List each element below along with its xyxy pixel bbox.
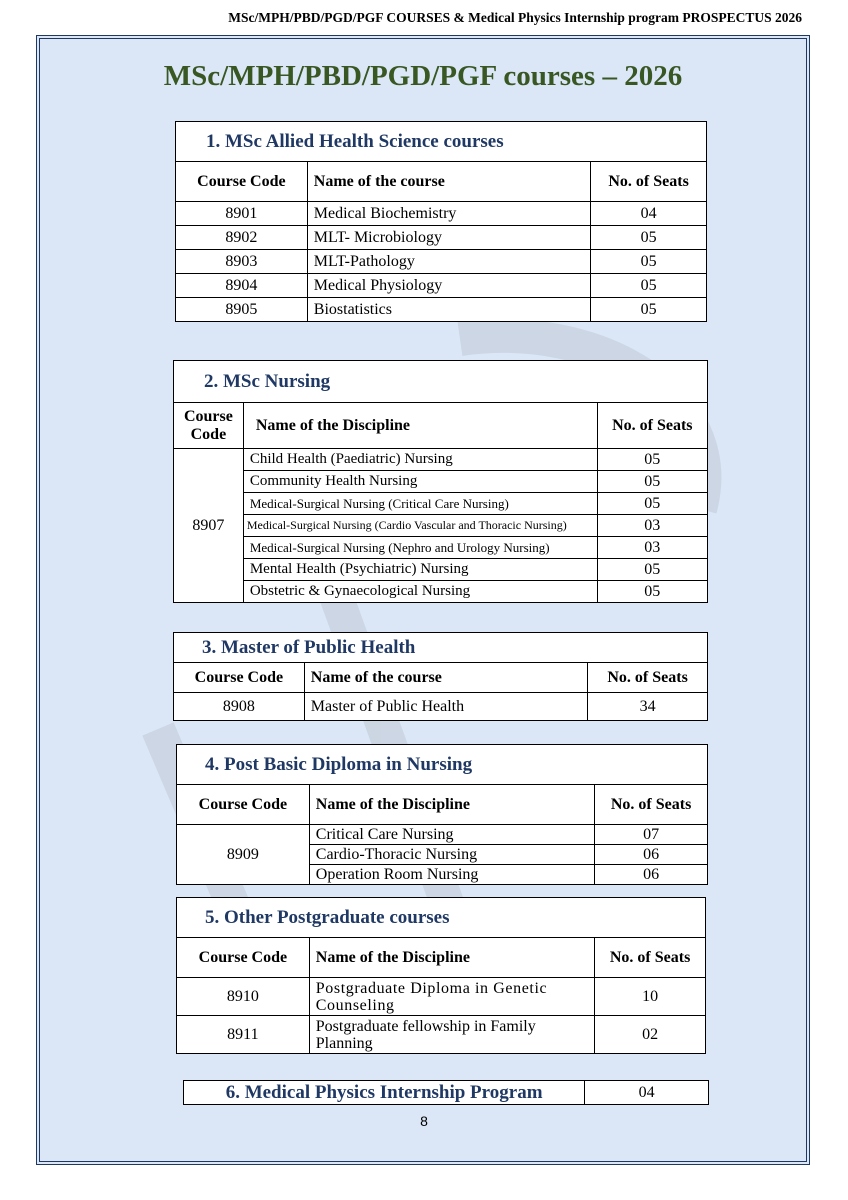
course-name: Medical Physiology bbox=[307, 274, 590, 298]
column-header: Course Code bbox=[177, 938, 310, 978]
section-5-table bbox=[176, 897, 706, 1054]
seat-count: 05 bbox=[591, 250, 707, 274]
discipline-name: Community Health Nursing bbox=[243, 471, 597, 493]
section-1-table bbox=[175, 121, 707, 322]
column-header: Name of the Discipline bbox=[309, 785, 594, 825]
seat-count: 05 bbox=[597, 471, 707, 493]
seat-count: 04 bbox=[585, 1081, 709, 1105]
table-row bbox=[177, 1016, 706, 1054]
section-4-table bbox=[176, 744, 708, 885]
discipline-name: Postgraduate Diploma in Genetic Counseling bbox=[309, 978, 594, 1016]
course-code: 8905 bbox=[176, 298, 308, 322]
table-row bbox=[174, 581, 708, 603]
section-title: 3. Master of Public Health bbox=[174, 633, 708, 663]
seat-count: 05 bbox=[591, 298, 707, 322]
column-header: No. of Seats bbox=[591, 162, 707, 202]
seat-count: 07 bbox=[595, 825, 708, 845]
section-2-table bbox=[173, 360, 708, 603]
column-header: No. of Seats bbox=[597, 403, 707, 449]
table-row bbox=[177, 825, 708, 845]
course-code: 8904 bbox=[176, 274, 308, 298]
section-title: 6. Medical Physics Internship Program bbox=[184, 1081, 585, 1105]
seat-count: 05 bbox=[597, 493, 707, 515]
section-3-table bbox=[173, 632, 708, 721]
discipline-name: Cardio-Thoracic Nursing bbox=[309, 845, 594, 865]
table-row bbox=[176, 202, 707, 226]
page-number: 8 bbox=[420, 1113, 428, 1129]
course-code: 8908 bbox=[174, 693, 305, 721]
column-header: No. of Seats bbox=[595, 785, 708, 825]
seat-count: 10 bbox=[595, 978, 706, 1016]
column-header: No. of Seats bbox=[595, 938, 706, 978]
discipline-name: Operation Room Nursing bbox=[309, 865, 594, 885]
column-header: Course Code bbox=[177, 785, 310, 825]
seat-count: 03 bbox=[597, 515, 707, 537]
course-name: Medical Biochemistry bbox=[307, 202, 590, 226]
seat-count: 05 bbox=[591, 274, 707, 298]
course-code: 8902 bbox=[176, 226, 308, 250]
seat-count: 05 bbox=[597, 581, 707, 603]
discipline-name: Postgraduate fellowship in Family Planning bbox=[309, 1016, 594, 1054]
seat-count: 05 bbox=[597, 449, 707, 471]
seat-count: 05 bbox=[597, 559, 707, 581]
course-code: 8901 bbox=[176, 202, 308, 226]
section-title: 4. Post Basic Diploma in Nursing bbox=[177, 745, 708, 785]
course-name: MLT-Pathology bbox=[307, 250, 590, 274]
page-title: MSc/MPH/PBD/PGD/PGF courses – 2026 bbox=[163, 60, 683, 92]
discipline-name: Medical-Surgical Nursing (Cardio Vascular and Thoracic Nursing) bbox=[243, 515, 597, 537]
seat-count: 04 bbox=[591, 202, 707, 226]
course-code: 8911 bbox=[177, 1016, 310, 1054]
column-header: Name of the course bbox=[307, 162, 590, 202]
section-title: 2. MSc Nursing bbox=[174, 361, 708, 403]
discipline-name: Mental Health (Psychiatric) Nursing bbox=[243, 559, 597, 581]
table-row bbox=[174, 471, 708, 493]
table-row bbox=[174, 449, 708, 471]
seat-count: 06 bbox=[595, 845, 708, 865]
discipline-name: Child Health (Paediatric) Nursing bbox=[243, 449, 597, 471]
column-header: Name of the Discipline bbox=[309, 938, 594, 978]
seat-count: 03 bbox=[597, 537, 707, 559]
table-row bbox=[174, 515, 708, 537]
discipline-name: Medical-Surgical Nursing (Critical Care Nursing) bbox=[243, 493, 597, 515]
column-header: Name of the Discipline bbox=[243, 403, 597, 449]
table-row bbox=[176, 298, 707, 322]
table-row bbox=[174, 493, 708, 515]
course-name: Master of Public Health bbox=[304, 693, 587, 721]
discipline-name: Obstetric & Gynaecological Nursing bbox=[243, 581, 597, 603]
section-title: 1. MSc Allied Health Science courses bbox=[176, 122, 707, 162]
table-row bbox=[177, 978, 706, 1016]
course-code: 8909 bbox=[177, 825, 310, 885]
course-name: Biostatistics bbox=[307, 298, 590, 322]
section-6-table bbox=[183, 1080, 709, 1105]
column-header: Course Code bbox=[176, 162, 308, 202]
column-header: Course Code bbox=[174, 663, 305, 693]
table-row bbox=[174, 693, 708, 721]
seat-count: 06 bbox=[595, 865, 708, 885]
column-header: No. of Seats bbox=[588, 663, 708, 693]
course-code: 8903 bbox=[176, 250, 308, 274]
section-title: 5. Other Postgraduate courses bbox=[177, 898, 706, 938]
course-code: 8910 bbox=[177, 978, 310, 1016]
table-row bbox=[176, 250, 707, 274]
running-head: MSc/MPH/PBD/PGD/PGF COURSES & Medical Physics Internship program PROSPECTUS 2026 bbox=[228, 10, 802, 25]
table-row bbox=[176, 226, 707, 250]
column-header: Name of the course bbox=[304, 663, 587, 693]
table-row bbox=[174, 559, 708, 581]
seat-count: 05 bbox=[591, 226, 707, 250]
seat-count: 34 bbox=[588, 693, 708, 721]
seat-count: 02 bbox=[595, 1016, 706, 1054]
column-header: Course Code bbox=[174, 403, 244, 449]
course-name: MLT- Microbiology bbox=[307, 226, 590, 250]
discipline-name: Medical-Surgical Nursing (Nephro and Urology Nursing) bbox=[243, 537, 597, 559]
discipline-name: Critical Care Nursing bbox=[309, 825, 594, 845]
table-row bbox=[174, 537, 708, 559]
table-row bbox=[176, 274, 707, 298]
course-code: 8907 bbox=[174, 449, 244, 603]
